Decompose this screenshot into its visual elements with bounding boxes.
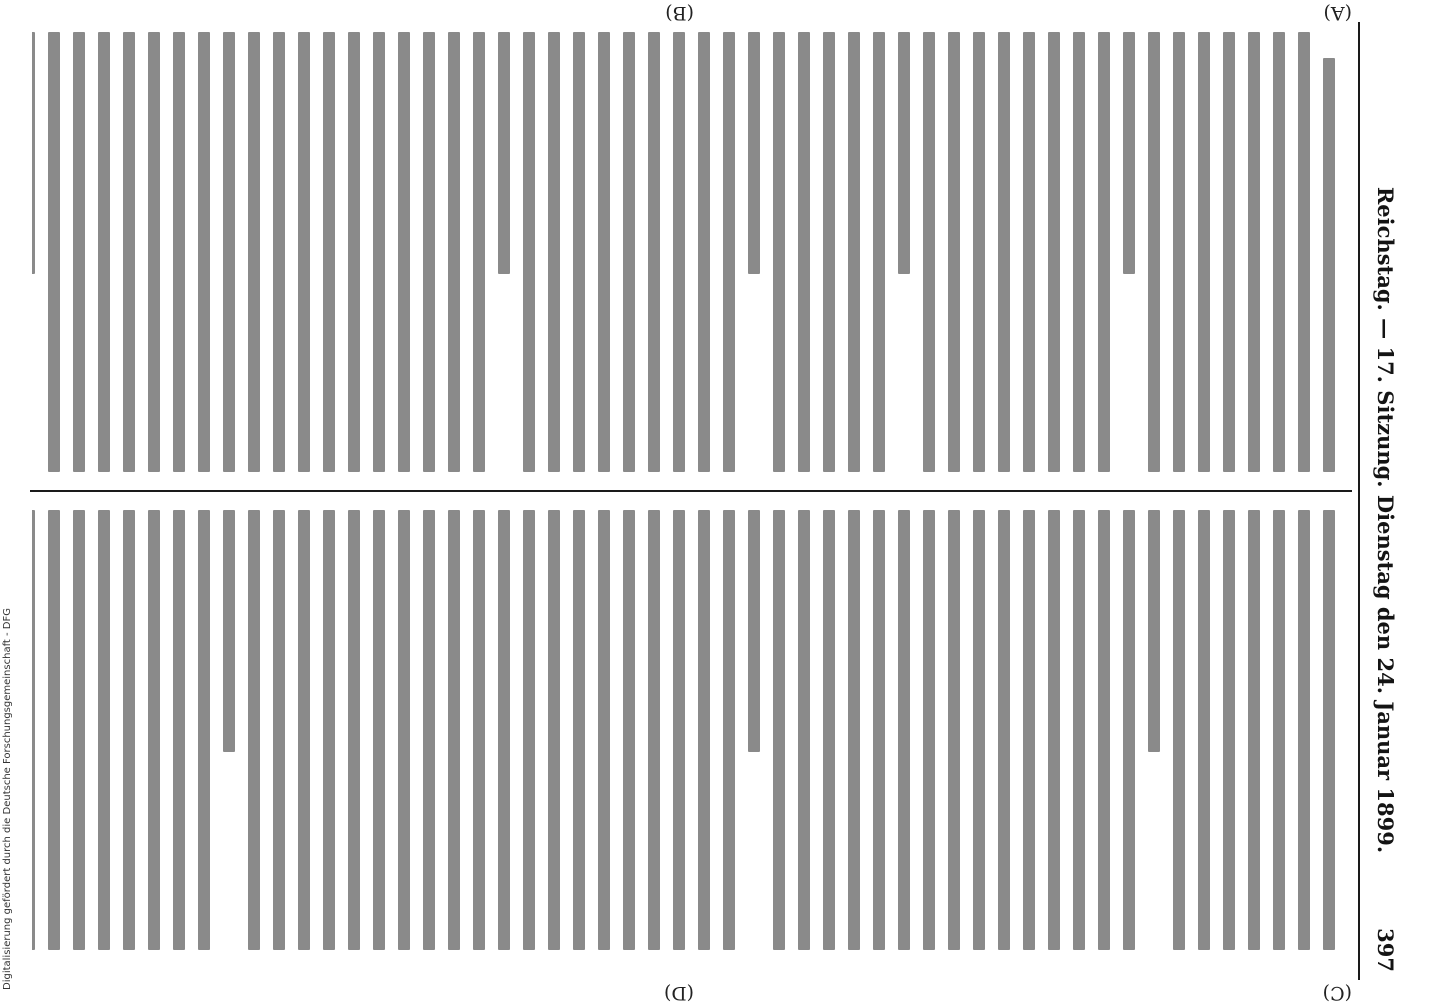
text-line: [923, 32, 935, 472]
text-line: [298, 510, 310, 950]
text-line: [948, 32, 960, 472]
text-line: [998, 510, 1010, 950]
text-line: [573, 32, 585, 472]
page-header-title: Reichstag. — 17. Sitzung. Dienstag den 24. Januar 1899.: [1373, 186, 1398, 854]
page-number: 397: [1373, 928, 1398, 972]
text-line: [73, 32, 85, 472]
text-line: [1198, 510, 1210, 950]
text-line: [198, 510, 210, 950]
text-line: [848, 510, 860, 950]
text-line: [1248, 510, 1260, 950]
text-line: [1123, 510, 1135, 950]
text-line: [1323, 58, 1335, 472]
text-line: [323, 510, 335, 950]
text-line: [473, 32, 485, 472]
text-line: [1223, 32, 1235, 472]
text-line: [973, 32, 985, 472]
text-line: [473, 510, 485, 950]
text-line: [773, 32, 785, 472]
text-line: [273, 32, 285, 472]
text-line: [1123, 32, 1135, 274]
text-line: [648, 510, 660, 950]
text-line: [448, 510, 460, 950]
text-line: [573, 510, 585, 950]
text-line: [548, 32, 560, 472]
margin-marker-b: (B): [665, 2, 694, 24]
margin-marker-a: (A): [1323, 2, 1352, 24]
text-line: [123, 510, 135, 950]
text-line: [423, 510, 435, 950]
text-line: [698, 32, 710, 472]
text-line: [998, 32, 1010, 472]
text-line: [32, 32, 35, 274]
text-line: [1323, 510, 1335, 950]
text-line: [873, 32, 885, 472]
text-line: [623, 510, 635, 950]
text-line: [873, 510, 885, 950]
text-line: [273, 510, 285, 950]
margin-marker-c: (C): [1322, 982, 1352, 1004]
text-line: [98, 32, 110, 472]
text-line: [523, 510, 535, 950]
text-line: [248, 32, 260, 472]
text-line: [323, 32, 335, 472]
text-line: [848, 32, 860, 472]
text-line: [1173, 510, 1185, 950]
text-line: [1023, 32, 1035, 472]
text-line: [623, 32, 635, 472]
text-line: [448, 32, 460, 472]
text-line: [1073, 510, 1085, 950]
text-line: [423, 32, 435, 472]
text-line: [1148, 510, 1160, 752]
text-line: [648, 32, 660, 472]
text-line: [173, 32, 185, 472]
text-line: [248, 510, 260, 950]
text-line: [898, 510, 910, 950]
text-line: [223, 32, 235, 472]
text-line: [498, 510, 510, 950]
text-line: [748, 32, 760, 274]
left-text-column: [32, 32, 1348, 472]
dfg-footer-note: Digitalisierung gefördert durch die Deutsche Forschungsgemeinschaft - DFG: [2, 607, 13, 990]
text-line: [1298, 510, 1310, 950]
text-line: [1098, 32, 1110, 472]
text-line: [723, 510, 735, 950]
column-divider: [30, 490, 1352, 492]
text-line: [98, 510, 110, 950]
text-line: [1098, 510, 1110, 950]
text-line: [773, 510, 785, 950]
text-line: [348, 32, 360, 472]
text-line: [1173, 32, 1185, 472]
text-line: [673, 32, 685, 472]
text-line: [798, 510, 810, 950]
text-line: [398, 32, 410, 472]
text-line: [698, 510, 710, 950]
text-line: [973, 510, 985, 950]
text-line: [798, 32, 810, 472]
text-line: [348, 510, 360, 950]
text-line: [823, 510, 835, 950]
text-line: [148, 510, 160, 950]
text-line: [32, 510, 35, 950]
text-line: [48, 32, 60, 472]
text-line: [923, 510, 935, 950]
text-line: [48, 510, 60, 950]
text-line: [398, 510, 410, 950]
text-line: [1223, 510, 1235, 950]
text-line: [898, 32, 910, 274]
text-line: [198, 32, 210, 472]
text-line: [548, 510, 560, 950]
text-line: [498, 32, 510, 274]
text-line: [373, 510, 385, 950]
text-line: [1048, 32, 1060, 472]
text-line: [523, 32, 535, 472]
text-line: [298, 32, 310, 472]
text-line: [373, 32, 385, 472]
text-line: [1148, 32, 1160, 472]
text-line: [1198, 32, 1210, 472]
text-line: [73, 510, 85, 950]
text-line: [1248, 32, 1260, 472]
text-line: [1073, 32, 1085, 472]
text-line: [1273, 510, 1285, 950]
margin-marker-d: (D): [663, 982, 694, 1004]
text-line: [723, 32, 735, 472]
right-text-column: [32, 510, 1348, 950]
header-rule: [1358, 22, 1360, 980]
text-line: [598, 510, 610, 950]
text-line: [148, 32, 160, 472]
text-line: [823, 32, 835, 472]
text-line: [1023, 510, 1035, 950]
text-line: [748, 510, 760, 752]
text-line: [223, 510, 235, 752]
text-line: [123, 32, 135, 472]
text-line: [948, 510, 960, 950]
text-line: [1273, 32, 1285, 472]
text-line: [673, 510, 685, 950]
text-line: [1048, 510, 1060, 950]
text-line: [598, 32, 610, 472]
text-line: [173, 510, 185, 950]
text-line: [1298, 32, 1310, 472]
